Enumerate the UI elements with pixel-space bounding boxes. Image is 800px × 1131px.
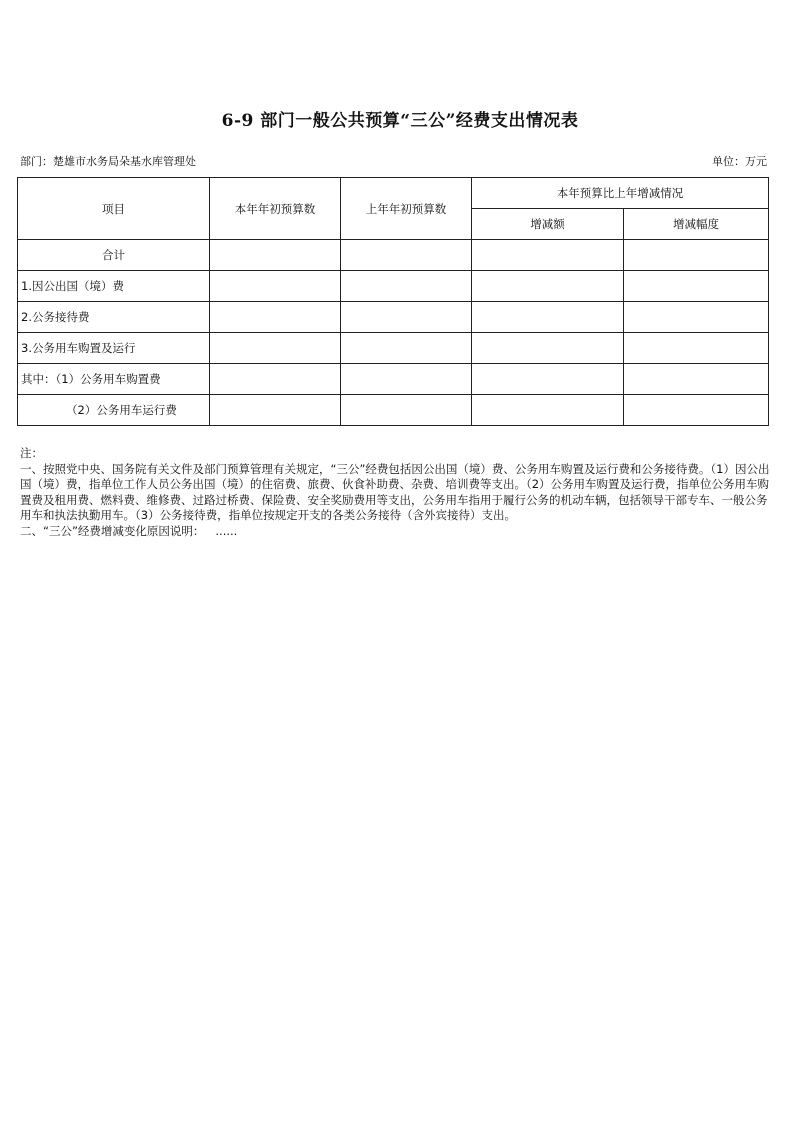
notes-paragraph-1: 一、按照党中央、国务院有关文件及部门预算管理有关规定，“三公”经费包括因公出国（境）费、公务用车购置及运行费和公务接待费。（1）因公出国（境）费，指单位工作人员公务出国（境）的住宿费、旅费、伙食补助费、杂费、培训费等支出。（2）公务用车购置及运行费，指单位公务用车购置费及租用费、燃料费、维修费、过路过桥费、保险费、安全奖励费用等支出，公务用车指用于履行公务的机动车辆，包括领导干部专车、一般公务用车和执法执勤用车。（3）公务接待费，指单位按规定开支的各类公务接待（含外宾接待）支出。 bbox=[20, 461, 770, 522]
cell-amount bbox=[472, 240, 624, 271]
header-change-amount: 增减额 bbox=[472, 209, 624, 240]
cell-amount bbox=[472, 271, 624, 302]
cell-rate bbox=[624, 271, 769, 302]
header-item: 项目 bbox=[18, 178, 210, 240]
cell-rate bbox=[624, 333, 769, 364]
row-label: 其中：（1）公务用车购置费 bbox=[18, 364, 210, 395]
row-label: 1.因公出国（境）费 bbox=[18, 271, 210, 302]
cell-rate bbox=[624, 240, 769, 271]
notes-label: 注： bbox=[20, 446, 43, 460]
table-row-total bbox=[18, 240, 769, 271]
cell-last bbox=[341, 364, 472, 395]
row-label: 2.公务接待费 bbox=[18, 302, 210, 333]
cell-current bbox=[210, 302, 341, 333]
cell-current bbox=[210, 395, 341, 426]
cell-amount bbox=[472, 302, 624, 333]
notes-paragraph-2: 二、“三公”经费增减变化原因说明： ...... bbox=[20, 523, 238, 538]
cell-rate bbox=[624, 302, 769, 333]
cell-last bbox=[341, 271, 472, 302]
row-label: （2）公务用车运行费 bbox=[18, 395, 210, 426]
row-label: 合计 bbox=[18, 240, 210, 271]
cell-amount bbox=[472, 364, 624, 395]
cell-last bbox=[341, 333, 472, 364]
table-header-row bbox=[18, 178, 769, 209]
page-title: 6-9 部门一般公共预算“三公”经费支出情况表 bbox=[221, 111, 579, 131]
table-row bbox=[18, 364, 769, 395]
expense-table bbox=[17, 177, 769, 426]
header-current-budget: 本年年初预算数 bbox=[210, 178, 341, 240]
cell-current bbox=[210, 271, 341, 302]
cell-current bbox=[210, 364, 341, 395]
header-compare-group: 本年预算比上年增减情况 bbox=[472, 178, 769, 209]
cell-rate bbox=[624, 395, 769, 426]
cell-current bbox=[210, 333, 341, 364]
cell-last bbox=[341, 302, 472, 333]
table-row bbox=[18, 302, 769, 333]
table-row bbox=[18, 395, 769, 426]
cell-last bbox=[341, 240, 472, 271]
header-last-budget: 上年年初预算数 bbox=[341, 178, 472, 240]
cell-rate bbox=[624, 364, 769, 395]
table-row bbox=[18, 271, 769, 302]
header-change-rate: 增减幅度 bbox=[624, 209, 769, 240]
department-label: 部门：楚雄市水务局朵基水库管理处 bbox=[20, 155, 196, 168]
table-row bbox=[18, 333, 769, 364]
row-label: 3.公务用车购置及运行 bbox=[18, 333, 210, 364]
cell-current bbox=[210, 240, 341, 271]
cell-last bbox=[341, 395, 472, 426]
cell-amount bbox=[472, 333, 624, 364]
unit-label: 单位：万元 bbox=[712, 155, 767, 168]
notes-section bbox=[20, 446, 772, 539]
cell-amount bbox=[472, 395, 624, 426]
